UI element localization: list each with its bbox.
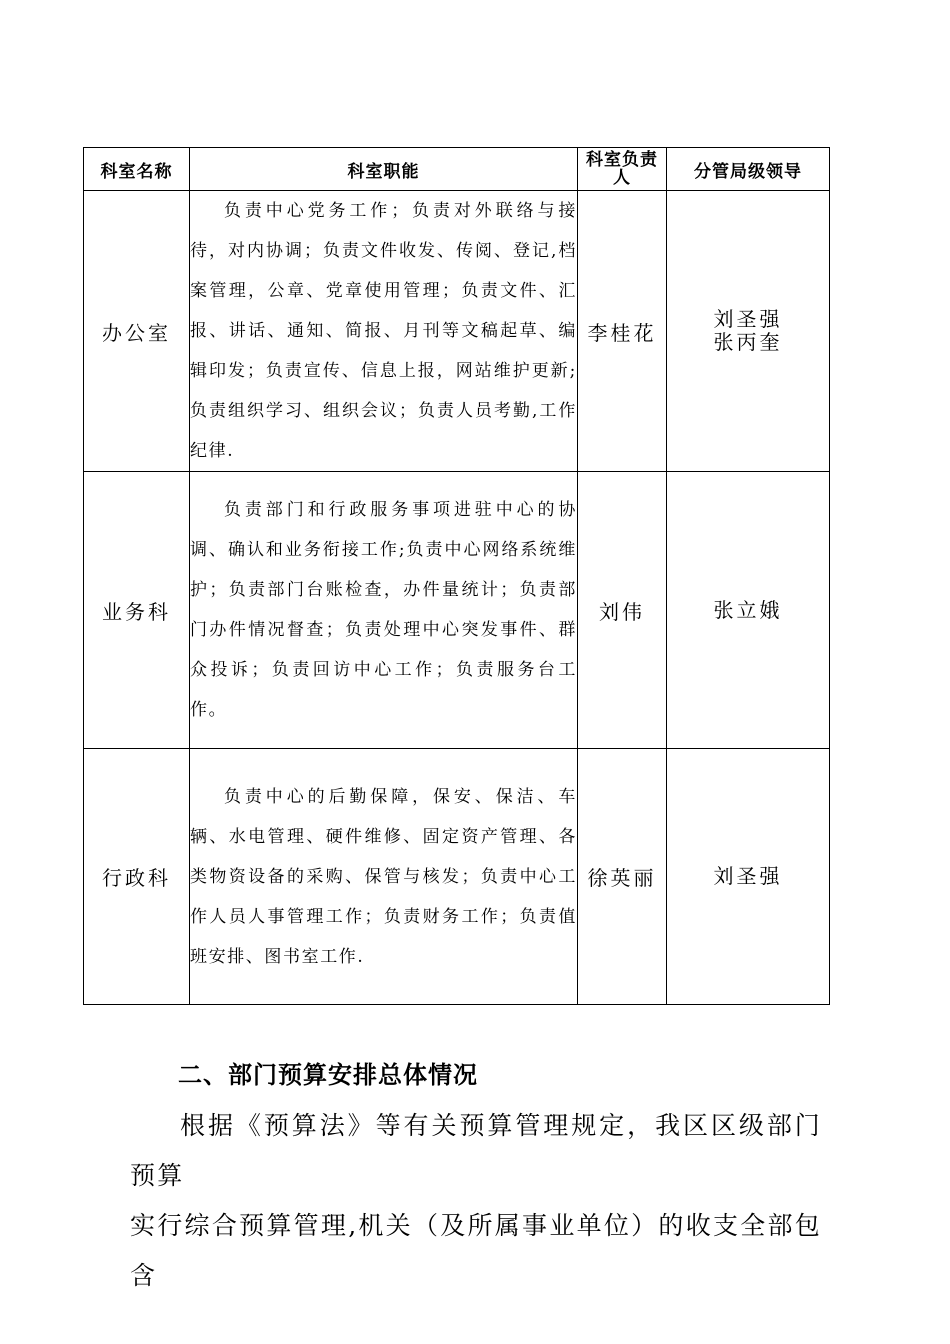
department-table bbox=[83, 147, 830, 1005]
paragraph-line: 实行综合预算管理,机关（及所属事业单位）的收支全部包含 bbox=[130, 1211, 822, 1290]
leader-name: 刘圣强 bbox=[713, 307, 783, 331]
section-heading: 二、部门预算安排总体情况 bbox=[178, 1061, 478, 1089]
dept-functions-text: 负责中心的后勤保障，保安、保洁、车辆、水电管理、硬件维修、固定资产管理、各类物资设备的采购、保管与核发；负责中心工作人员人事管理工作；负责财务工作；负责值班安排、图书室工作. bbox=[190, 786, 577, 967]
leader-name: 张丙奎 bbox=[713, 330, 783, 354]
dept-leaders bbox=[667, 191, 830, 472]
dept-name: 业务科 bbox=[84, 472, 190, 749]
paragraph-line: 根据《预算法》等有关预算管理规定，我区区级部门预算 bbox=[130, 1111, 822, 1190]
section-paragraph bbox=[130, 1101, 822, 1301]
header-dept-function: 科室职能 bbox=[190, 148, 578, 191]
dept-functions-text: 负责部门和行政服务事项进驻中心的协调、确认和业务衔接工作;负责中心网络系统维护；负责部门台账检查，办件量统计；负责部门办件情况督查；负责处理中心突发事件、群众投诉；负责回访中心工作；负责服务台工作。 bbox=[190, 500, 577, 720]
dept-functions bbox=[190, 472, 578, 749]
table-header-row bbox=[84, 148, 830, 191]
header-dept-name: 科室名称 bbox=[84, 148, 190, 191]
dept-name: 行政科 bbox=[84, 749, 190, 1005]
dept-functions-text: 负责中心党务工作；负责对外联络与接待，对内协调；负责文件收发、传阅、登记,档案管理，公章、党章使用管理；负责文件、汇报、讲话、通知、简报、月刊等文稿起草、编辑印发；负责宣传、信息上报，网站维护更新;负责组织学习、组织会议；负责人员考勤,工作纪律. bbox=[190, 201, 577, 461]
table-row bbox=[84, 472, 830, 749]
header-leader: 分管局级领导 bbox=[667, 148, 830, 191]
table-row bbox=[84, 191, 830, 472]
dept-leaders bbox=[667, 472, 830, 749]
leader-name: 刘圣强 bbox=[713, 864, 783, 888]
dept-head: 徐英丽 bbox=[578, 749, 667, 1005]
dept-name: 办公室 bbox=[84, 191, 190, 472]
dept-leaders bbox=[667, 749, 830, 1005]
table-row bbox=[84, 749, 830, 1005]
header-dept-head: 科室负责人 bbox=[578, 148, 667, 191]
dept-functions bbox=[190, 191, 578, 472]
dept-head: 李桂花 bbox=[578, 191, 667, 472]
leader-name: 张立娥 bbox=[713, 597, 783, 622]
dept-functions bbox=[190, 749, 578, 1005]
dept-head: 刘伟 bbox=[578, 472, 667, 749]
